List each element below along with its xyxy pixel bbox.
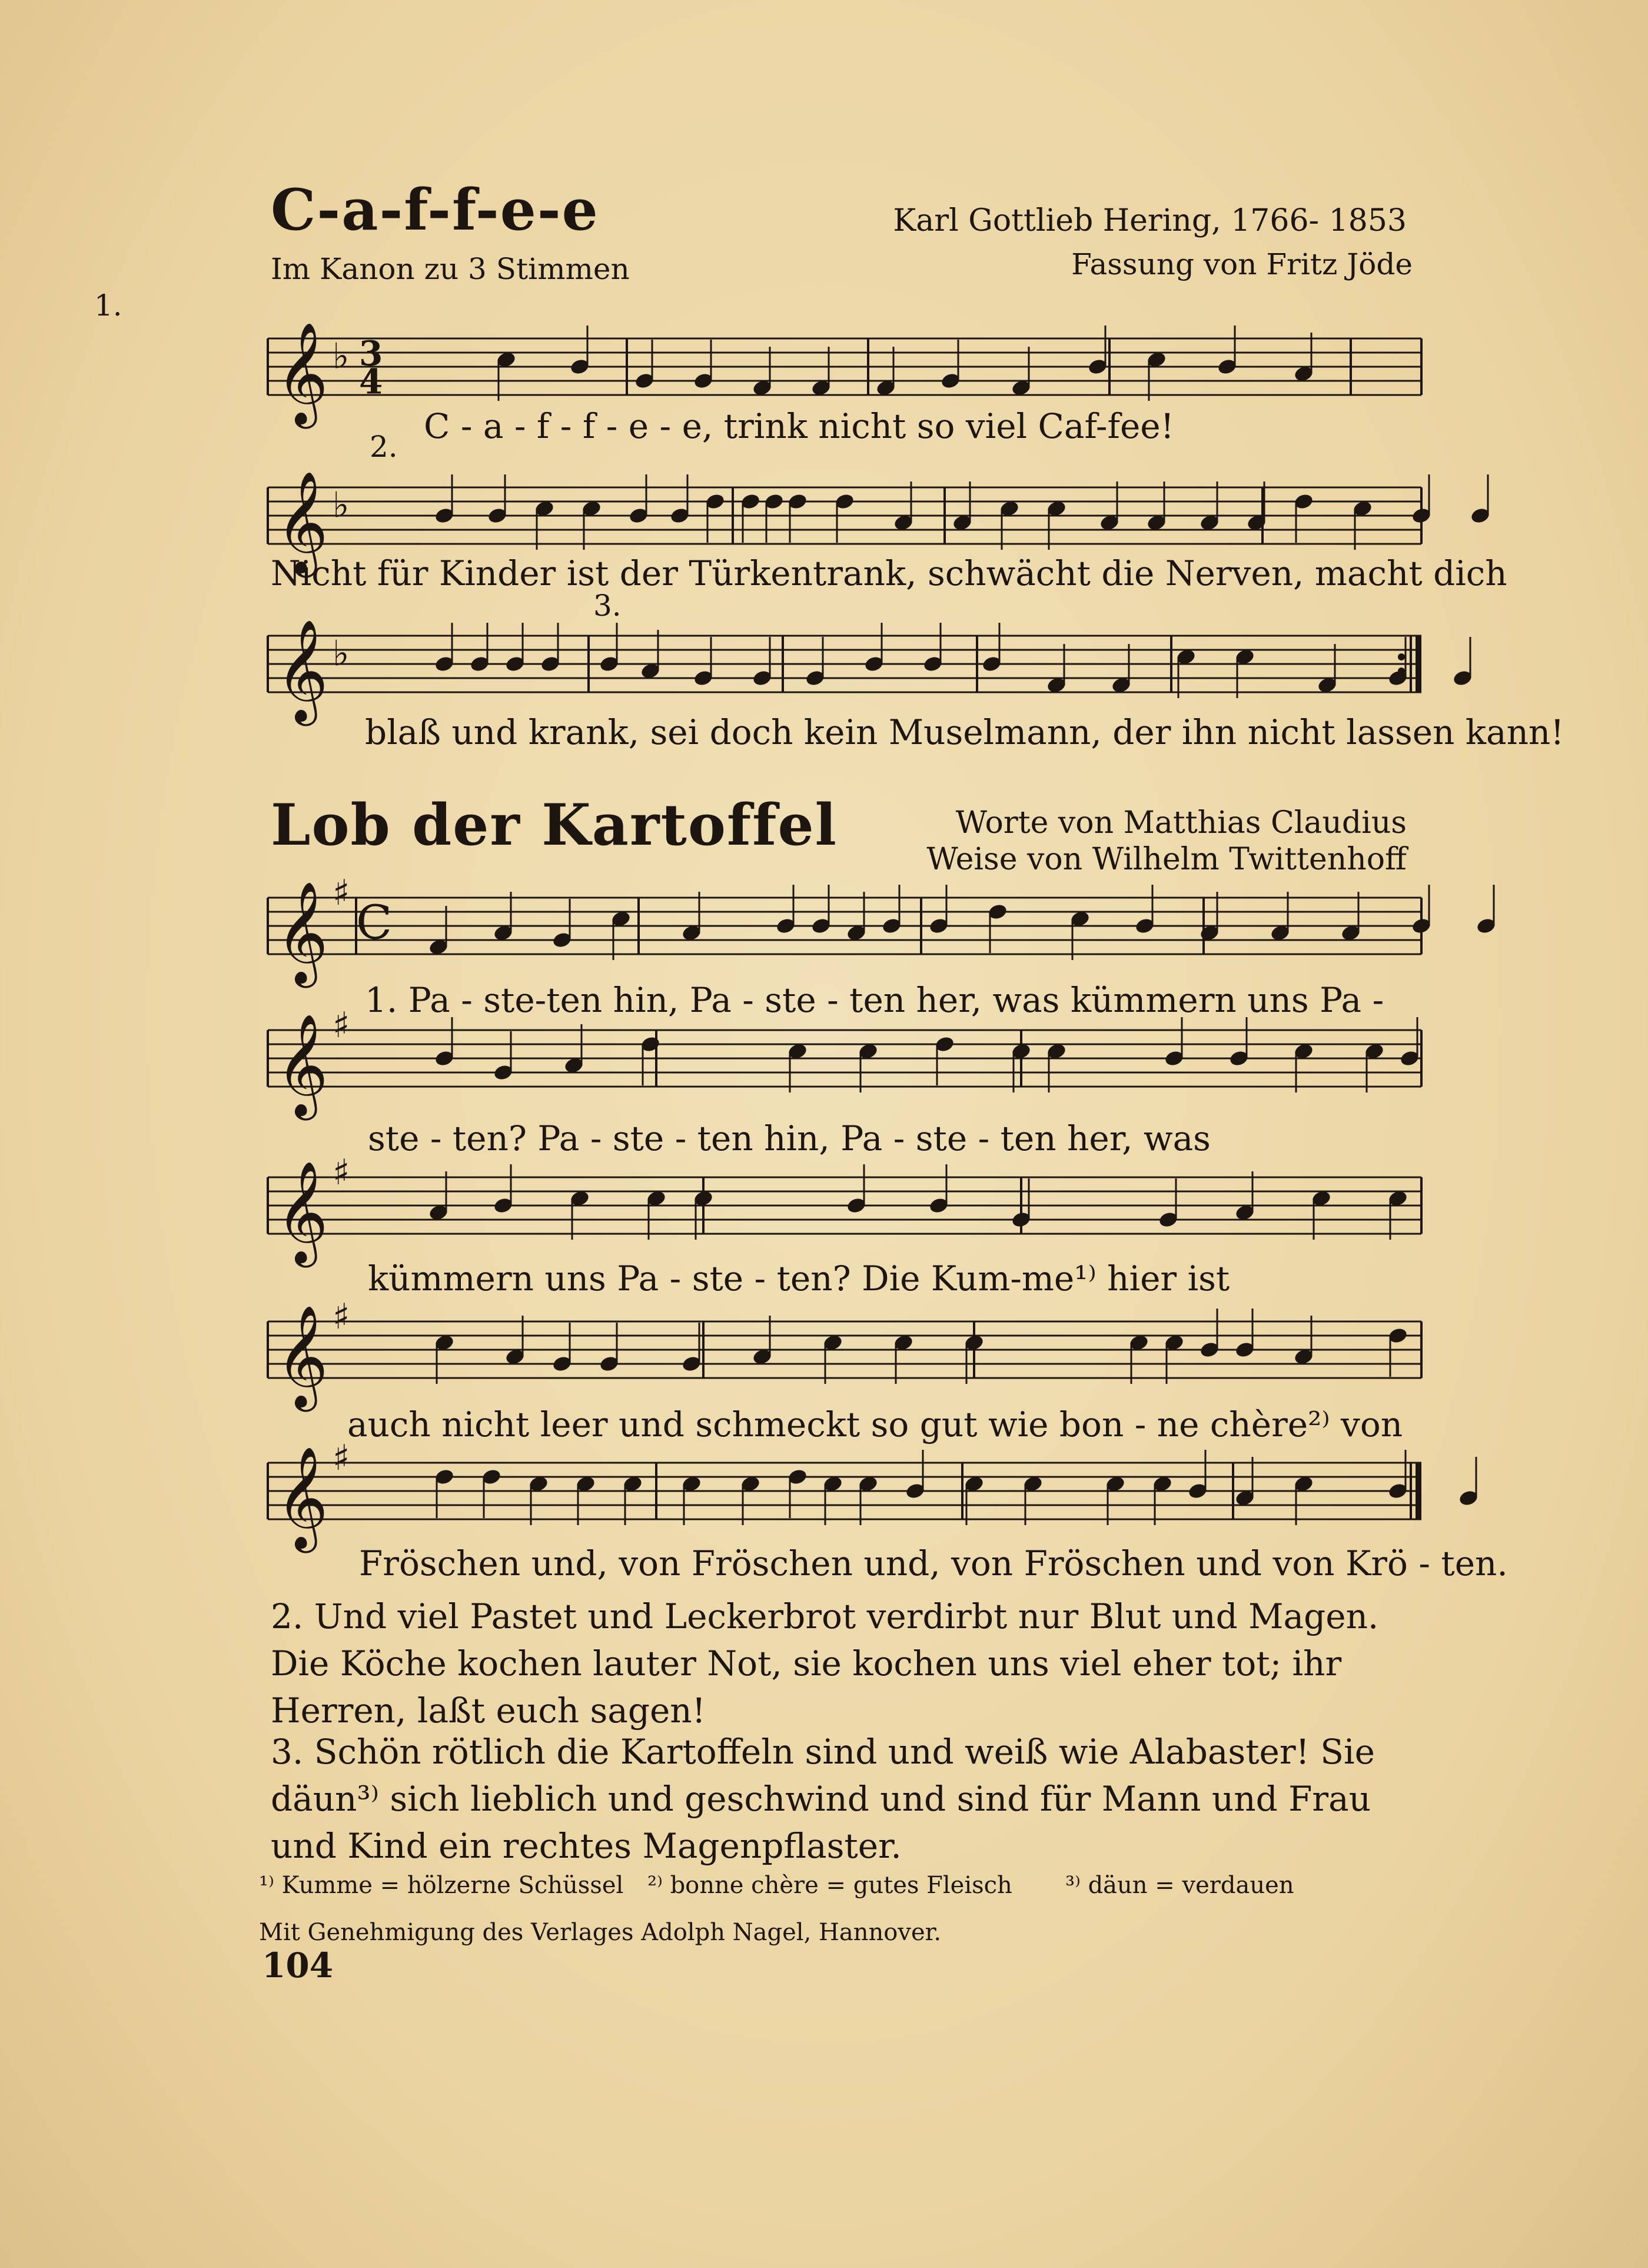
time-signature-bottom: 4	[359, 361, 383, 402]
final-barline-thick	[1416, 1463, 1421, 1519]
footnote-1: ¹⁾ Kumme = hölzerne Schüssel	[259, 1872, 624, 1899]
sharp-sign-icon: ♯	[333, 1296, 350, 1337]
footnote-2: ²⁾ bonne chère = gutes Fleisch	[647, 1872, 1012, 1899]
song2-lyric-line-2: ste - ten? Pa - ste - ten hin, Pa - ste - ten her, was	[368, 1118, 1211, 1158]
treble-clef-icon: 𝄞	[276, 471, 328, 573]
song1-staff-2	[268, 471, 1421, 573]
song1-lyric-line-3: blaß und krank, sei doch kein Muselmann, der ihn nicht lassen kann!	[365, 712, 1564, 752]
song2-title: Lob der Kartoffel	[271, 792, 838, 858]
song2-staff-1	[268, 872, 1421, 984]
song1-entry-mark-3: 3.	[593, 589, 622, 623]
treble-clef-icon: 𝄞	[276, 1161, 328, 1263]
treble-clef-icon: 𝄞	[276, 1446, 328, 1549]
song2-composer: Weise von Wilhelm Twittenhoff	[926, 842, 1407, 877]
sharp-sign-icon: ♯	[333, 1152, 350, 1193]
song1-entry-mark-1: 1.	[94, 288, 122, 323]
repeat-dot	[1398, 653, 1405, 660]
song1-lyric-line-1: C - a - f - f - e - e, trink nicht so viel Caf-fee!	[424, 406, 1174, 446]
song2-verse-2: 2. Und viel Pastet und Leckerbrot verdirbt nur Blut und Magen. Die Köche kochen lauter Not, sie kochen uns viel eher tot; ihr Herren, laßt euch sagen!	[271, 1596, 1379, 1731]
song1-canon-note: Im Kanon zu 3 Stimmen	[271, 252, 630, 286]
permission-note: Mit Genehmigung des Verlages Adolph Nagel, Hannover.	[259, 1919, 942, 1946]
song2-lyric-line-4: auch nicht leer und schmeckt so gut wie bon - ne chère²⁾ von	[347, 1404, 1403, 1445]
song1-entry-mark-2: 2.	[370, 430, 398, 464]
sharp-sign-icon: ♯	[333, 872, 350, 914]
song2-verse-3: 3. Schön rötlich die Kartoffeln sind und weiß wie Alabaster! Sie däun³⁾ sich lieblich und geschwind und sind für Mann und Frau und Kind ein rechtes Magenpflaster.	[271, 1732, 1375, 1866]
song1-lyric-line-2: Nicht für Kinder ist der Türkentrank, schwächt die Nerven, macht dich	[271, 553, 1507, 593]
treble-clef-icon: 𝄞	[276, 881, 328, 984]
time-signature-top: 3	[359, 333, 383, 374]
common-time-icon: C	[356, 895, 393, 950]
song2-lyric-line-5: Fröschen und, von Fröschen und, von Fröschen und von Krö - ten.	[359, 1543, 1508, 1583]
sharp-sign-icon: ♯	[333, 1005, 350, 1046]
song1-staff-1	[268, 322, 1421, 424]
treble-clef-icon: 𝄞	[276, 1305, 328, 1407]
song2-staff-4	[268, 1296, 1421, 1407]
treble-clef-icon: 𝄞	[276, 322, 328, 424]
flat-sign-icon: ♭	[333, 484, 350, 526]
treble-clef-icon: 𝄞	[276, 1014, 328, 1116]
song2-lyric-line-3: kümmern uns Pa - ste - ten? Die Kum-me¹⁾ hier ist	[368, 1258, 1230, 1299]
song1-arrangement: Fassung von Fritz Jöde	[1071, 247, 1413, 281]
song2-lyric-line-1: 1. Pa - ste-ten hin, Pa - ste - ten her, was kümmern uns Pa -	[365, 980, 1384, 1020]
treble-clef-icon: 𝄞	[276, 619, 328, 722]
song2-staff-2	[268, 1005, 1421, 1116]
footnote-3: ³⁾ däun = verdauen	[1065, 1872, 1294, 1899]
song1-title: C-a-f-f-e-e	[271, 177, 599, 243]
song2-staff-3	[268, 1152, 1421, 1263]
flat-sign-icon: ♭	[333, 633, 350, 675]
flat-sign-icon: ♭	[333, 336, 350, 377]
song1-staff-3	[268, 619, 1421, 722]
song1-composer: Karl Gottlieb Hering, 1766- 1853	[893, 203, 1407, 238]
sharp-sign-icon: ♯	[333, 1437, 350, 1479]
final-barline-thick	[1416, 636, 1421, 692]
song2-lyricist: Worte von Matthias Claudius	[955, 805, 1407, 841]
page-number: 104	[262, 1945, 334, 1985]
song2-staff-5	[268, 1437, 1421, 1549]
